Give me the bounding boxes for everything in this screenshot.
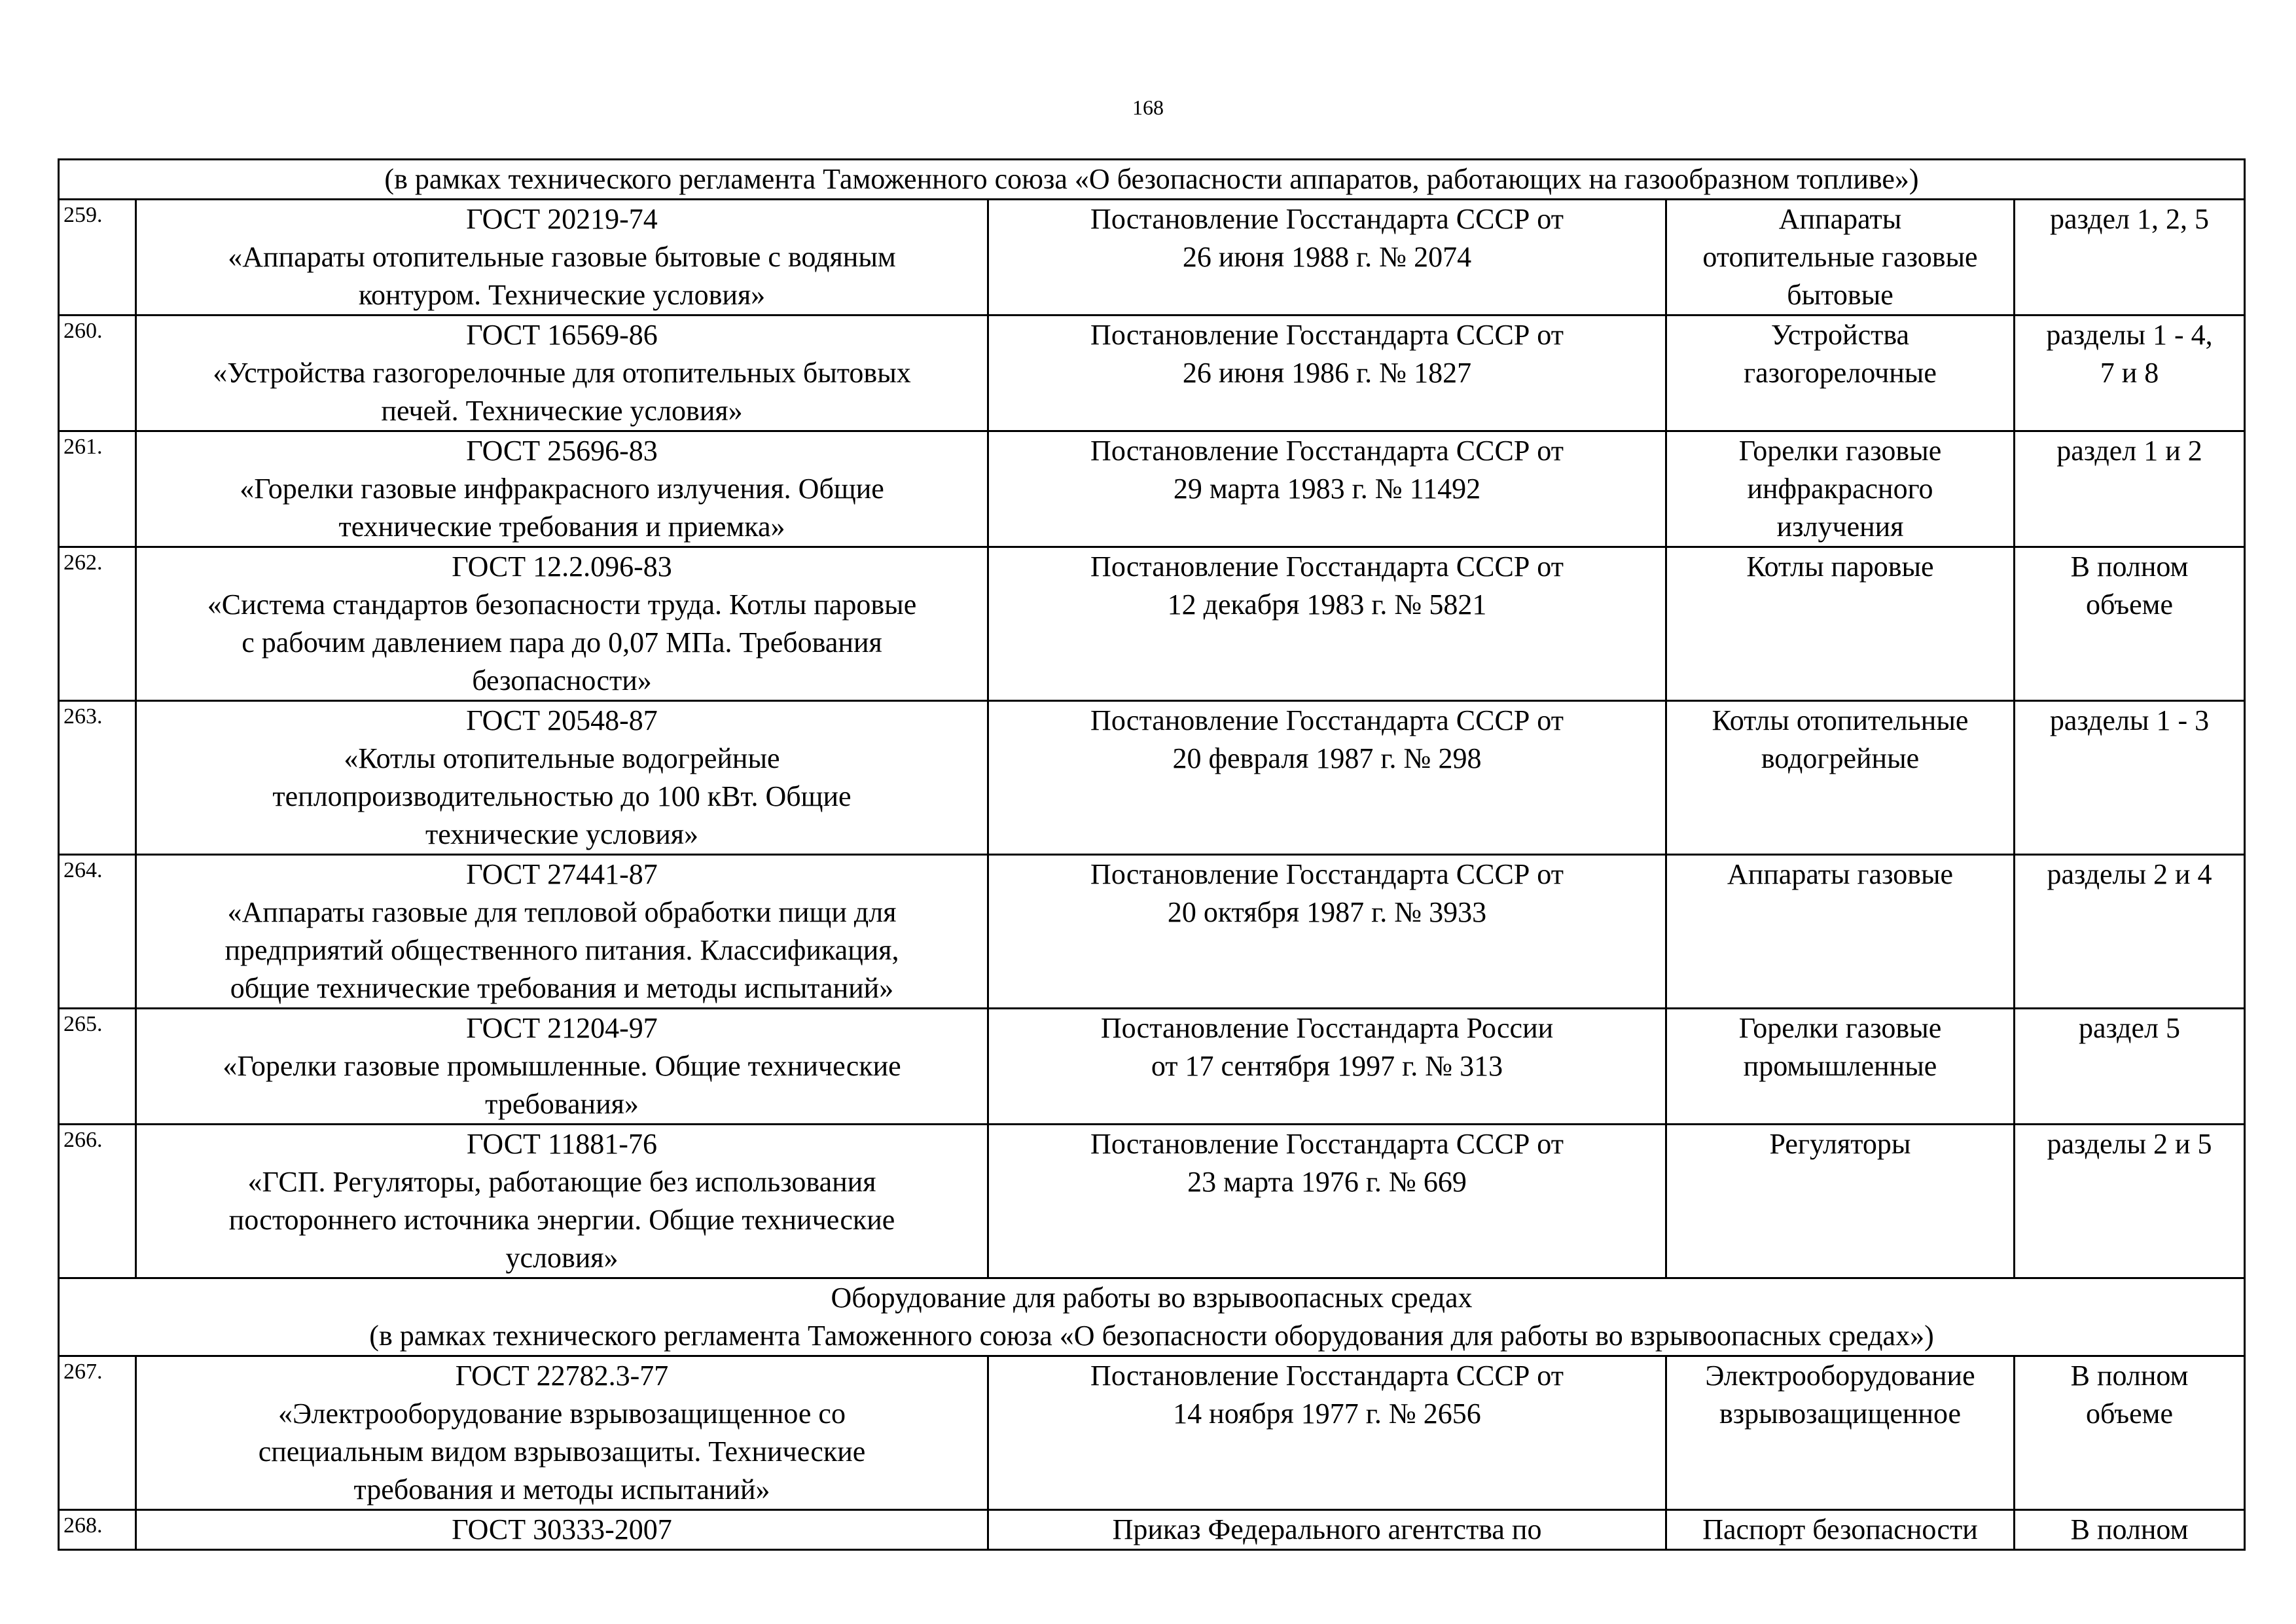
text-line: Постановление Госстандарта СССР от	[1090, 858, 1564, 890]
approval-act-cell	[988, 431, 1666, 547]
applicable-sections-cell	[2015, 431, 2245, 547]
text-line: технические требования и приемка»	[338, 511, 785, 543]
text-line: раздел 1 и 2	[2056, 435, 2202, 467]
standard-cell	[136, 547, 988, 701]
row-number: 259.	[59, 200, 136, 316]
section-header-row	[59, 160, 2245, 200]
text-line: Котлы паровые	[1746, 550, 1934, 583]
text-line: постороннего источника энергии. Общие технические	[228, 1204, 895, 1236]
text-line: 14 ноября 1977 г. № 2656	[1173, 1398, 1481, 1430]
table-row	[59, 547, 2245, 701]
standard-cell	[136, 316, 988, 431]
text-line: Котлы отопительные	[1712, 704, 1969, 736]
object-cell	[1666, 431, 2015, 547]
text-line: В полном	[2070, 550, 2189, 583]
text-line: Приказ Федерального агентства по	[1112, 1513, 1542, 1545]
standard-cell	[136, 701, 988, 855]
table-row	[59, 1009, 2245, 1125]
table-row	[59, 1510, 2245, 1550]
text-line: разделы 2 и 5	[2047, 1128, 2212, 1160]
text-line: Аппараты газовые	[1727, 858, 1954, 890]
row-number: 266.	[59, 1125, 136, 1278]
approval-act-cell	[988, 200, 1666, 316]
row-number: 268.	[59, 1510, 136, 1550]
approval-act-cell	[988, 1009, 1666, 1125]
section-header	[59, 160, 2245, 200]
text-line: «ГСП. Регуляторы, работающие без использования	[247, 1166, 876, 1198]
text-line: общие технические требования и методы испытаний»	[230, 972, 894, 1004]
text-line: Аппараты	[1778, 203, 1902, 235]
standard-cell	[136, 855, 988, 1009]
text-line: требования»	[485, 1088, 639, 1120]
row-number: 260.	[59, 316, 136, 431]
standard-cell	[136, 1510, 988, 1550]
text-line: предприятий общественного питания. Классификация,	[224, 934, 899, 966]
text-line: бытовые	[1787, 279, 1893, 311]
text-line: Постановление Госстандарта СССР от	[1090, 704, 1564, 736]
applicable-sections-cell	[2015, 200, 2245, 316]
text-line: «Система стандартов безопасности труда. Котлы паровые	[207, 588, 917, 621]
approval-act-cell	[988, 1356, 1666, 1510]
table-body	[59, 160, 2245, 1550]
text-line: инфракрасного	[1747, 473, 1933, 505]
object-cell	[1666, 1125, 2015, 1278]
text-line: 26 июня 1988 г. № 2074	[1182, 241, 1472, 273]
text-line: взрывозащищенное	[1719, 1398, 1962, 1430]
object-cell	[1666, 701, 2015, 855]
row-number: 264.	[59, 855, 136, 1009]
text-line: технические условия»	[425, 818, 699, 850]
table-row	[59, 316, 2245, 431]
text-line: Постановление Госстандарта СССР от	[1090, 1128, 1564, 1160]
text-line: печей. Технические условия»	[381, 395, 743, 427]
text-line: 20 февраля 1987 г. № 298	[1172, 742, 1482, 774]
text-line: промышленные	[1743, 1050, 1937, 1082]
text-line: Постановление Госстандарта СССР от	[1090, 550, 1564, 583]
text-line: Горелки газовые	[1738, 435, 1942, 467]
table-row	[59, 200, 2245, 316]
text-line: ГОСТ 20219-74	[466, 203, 658, 235]
page-number: 168	[1132, 96, 1164, 119]
text-line: «Аппараты газовые для тепловой обработки пищи для	[227, 896, 897, 928]
text-line: ГОСТ 22782.3-77	[455, 1360, 669, 1392]
text-line: ГОСТ 11881-76	[467, 1128, 657, 1160]
table-row	[59, 431, 2245, 547]
standard-cell	[136, 1356, 988, 1510]
text-line: ГОСТ 27441-87	[466, 858, 658, 890]
object-cell	[1666, 1510, 2015, 1550]
text-line: раздел 1, 2, 5	[2050, 203, 2210, 235]
approval-act-cell	[988, 1125, 1666, 1278]
text-line: Регуляторы	[1769, 1128, 1911, 1160]
table-row	[59, 1125, 2245, 1278]
approval-act-cell	[988, 855, 1666, 1009]
text-line: «Устройства газогорелочные для отопительных бытовых	[213, 357, 911, 389]
text-line: специальным видом взрывозащиты. Технические	[258, 1435, 866, 1468]
section-header-row	[59, 1278, 2245, 1356]
text-line: разделы 2 и 4	[2047, 858, 2212, 890]
row-number: 261.	[59, 431, 136, 547]
text-line: Горелки газовые	[1738, 1012, 1942, 1044]
text-line: ГОСТ 30333-2007	[452, 1513, 672, 1545]
applicable-sections-cell	[2015, 1125, 2245, 1278]
approval-act-cell	[988, 701, 1666, 855]
text-line: разделы 1 - 4,	[2046, 319, 2213, 351]
text-line: теплопроизводительностью до 100 кВт. Общие	[272, 780, 852, 812]
approval-act-cell	[988, 547, 1666, 701]
text-line: объеме	[2086, 1398, 2173, 1430]
text-line: от 17 сентября 1997 г. № 313	[1151, 1050, 1503, 1082]
text-line: ГОСТ 25696-83	[466, 435, 658, 467]
text-line: безопасности»	[472, 664, 652, 696]
text-line: отопительные газовые	[1702, 241, 1978, 273]
text-line: ГОСТ 16569-86	[466, 319, 658, 351]
text-line: 29 марта 1983 г. № 11492	[1173, 473, 1481, 505]
text-line: раздел 5	[2079, 1012, 2181, 1044]
text-line: Паспорт безопасности	[1702, 1513, 1978, 1545]
text-line: Постановление Госстандарта СССР от	[1090, 1360, 1564, 1392]
standard-cell	[136, 200, 988, 316]
standards-table	[58, 158, 2246, 1551]
text-line: Устройства	[1770, 319, 1910, 351]
text-line: излучения	[1776, 511, 1904, 543]
applicable-sections-cell	[2015, 1356, 2245, 1510]
text-line: требования и методы испытаний»	[353, 1473, 770, 1506]
text-line: Постановление Госстандарта СССР от	[1090, 319, 1564, 351]
text-line: 26 июня 1986 г. № 1827	[1182, 357, 1472, 389]
text-line: ГОСТ 20548-87	[466, 704, 658, 736]
applicable-sections-cell	[2015, 855, 2245, 1009]
applicable-sections-cell	[2015, 547, 2245, 701]
section-title: Оборудование для работы во взрывоопасных средах	[831, 1282, 1473, 1314]
object-cell	[1666, 200, 2015, 316]
text-line: Постановление Госстандарта России	[1100, 1012, 1554, 1044]
text-line: ГОСТ 12.2.096-83	[452, 550, 672, 583]
text-line: «Электрооборудование взрывозащищенное со	[278, 1398, 846, 1430]
standard-cell	[136, 431, 988, 547]
row-number: 262.	[59, 547, 136, 701]
text-line: ГОСТ 21204-97	[466, 1012, 658, 1044]
approval-act-cell	[988, 316, 1666, 431]
table-row	[59, 701, 2245, 855]
object-cell	[1666, 855, 2015, 1009]
text-line: В полном	[2070, 1360, 2189, 1392]
standard-cell	[136, 1125, 988, 1278]
text-line: контуром. Технические условия»	[358, 279, 766, 311]
approval-act-cell	[988, 1510, 1666, 1550]
row-number: 265.	[59, 1009, 136, 1125]
text-line: газогорелочные	[1744, 357, 1937, 389]
section-subtitle: (в рамках технического регламента Таможенного союза «О безопасности оборудования для работы во взрывоопасных средах»)	[369, 1320, 1934, 1352]
object-cell	[1666, 547, 2015, 701]
text-line: «Аппараты отопительные газовые бытовые с водяным	[228, 241, 896, 273]
object-cell	[1666, 1009, 2015, 1125]
object-cell	[1666, 1356, 2015, 1510]
text-line: В полном	[2070, 1513, 2189, 1545]
text-line: условия»	[505, 1242, 619, 1274]
text-line: Постановление Госстандарта СССР от	[1090, 203, 1564, 235]
text-line: «Горелки газовые промышленные. Общие технические	[223, 1050, 901, 1082]
text-line: «Котлы отопительные водогрейные	[344, 742, 780, 774]
applicable-sections-cell	[2015, 1009, 2245, 1125]
text-line: 7 и 8	[2100, 357, 2159, 389]
text-line: объеме	[2086, 588, 2173, 621]
standard-cell	[136, 1009, 988, 1125]
applicable-sections-cell	[2015, 1510, 2245, 1550]
table-row	[59, 855, 2245, 1009]
row-number: 267.	[59, 1356, 136, 1510]
section-subtitle: (в рамках технического регламента Таможенного союза «О безопасности аппаратов, работающих на газообразном топливе»)	[384, 163, 1919, 195]
table-row	[59, 1356, 2245, 1510]
text-line: 20 октября 1987 г. № 3933	[1167, 896, 1487, 928]
section-header	[59, 1278, 2245, 1356]
text-line: 12 декабря 1983 г. № 5821	[1167, 588, 1487, 621]
row-number: 263.	[59, 701, 136, 855]
object-cell	[1666, 316, 2015, 431]
text-line: Постановление Госстандарта СССР от	[1090, 435, 1564, 467]
applicable-sections-cell	[2015, 701, 2245, 855]
text-line: разделы 1 - 3	[2049, 704, 2210, 736]
text-line: Электрооборудование	[1705, 1360, 1975, 1392]
text-line: водогрейные	[1761, 742, 1920, 774]
text-line: «Горелки газовые инфракрасного излучения. Общие	[240, 473, 884, 505]
text-line: с рабочим давлением пара до 0,07 МПа. Требования	[242, 626, 882, 659]
applicable-sections-cell	[2015, 316, 2245, 431]
text-line: 23 марта 1976 г. № 669	[1187, 1166, 1467, 1198]
